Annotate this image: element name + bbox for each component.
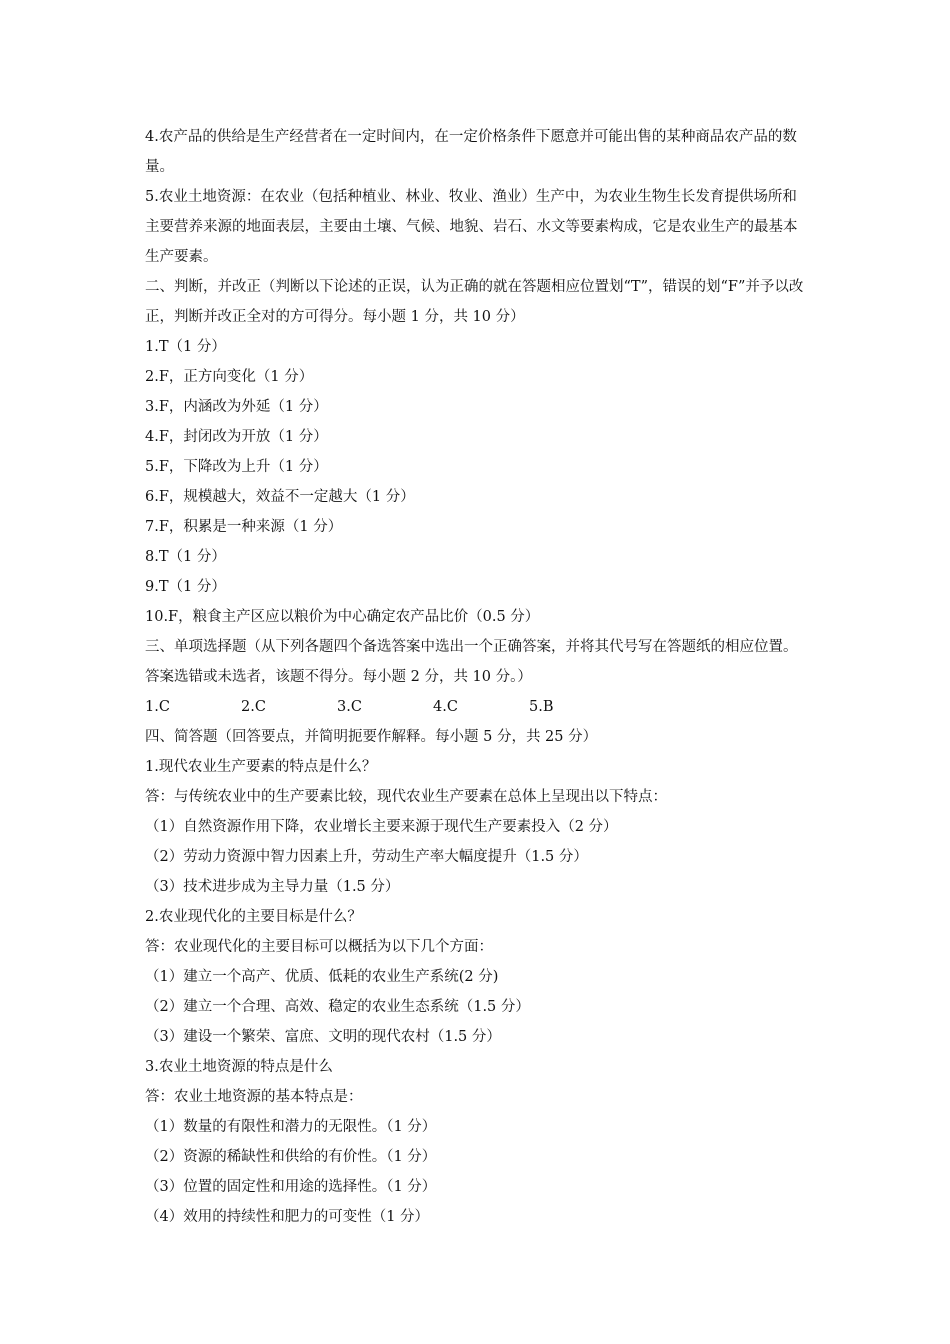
judgment-answer: 5.F，下降改为上升（1 分）	[145, 459, 328, 475]
choice-answer: 5.B	[529, 699, 554, 715]
answer-point: （3）位置的固定性和用途的选择性。（1 分）	[145, 1179, 437, 1195]
section-4-heading: 四、简答题（回答要点，并简明扼要作解释。每小题 5 分，共 25 分）	[145, 729, 598, 745]
choice-answer: 1.C	[145, 699, 170, 715]
answer-3-intro: 答：农业土地资源的基本特点是：	[145, 1089, 363, 1105]
answer-point: （2）资源的稀缺性和供给的有价性。（1 分）	[145, 1149, 437, 1165]
answer-point: （3）技术进步成为主导力量（1.5 分）	[145, 879, 400, 895]
section-3-heading: 三、单项选择题（从下列各题四个备选答案中选出一个正确答案，并将其代号写在答题纸的相应位置。答案选错或未选者，该题不得分。每小题 2 分，共 10 分。）	[145, 639, 798, 685]
definition-item-4: 4.农产品的供给是生产经营者在一定时间内，在一定价格条件下愿意并可能出售的某种商品农产品的数量。	[145, 129, 797, 175]
judgment-answer: 10.F，粮食主产区应以粮价为中心确定农产品比价（0.5 分）	[145, 609, 540, 625]
answer-point: （4）效用的持续性和肥力的可变性（1 分）	[145, 1209, 430, 1225]
judgment-answer: 8.T（1 分）	[145, 549, 226, 565]
definition-item-5: 5.农业土地资源：在农业（包括种植业、林业、牧业、渔业）生产中，为农业生物生长发育提供场所和主要营养来源的地面表层，主要由土壤、气候、地貌、岩石、水文等要素构成，它是农业生产的最基本生产要素。	[145, 189, 798, 265]
judgment-answer: 2.F，正方向变化（1 分）	[145, 369, 314, 385]
judgment-answer: 3.F，内涵改为外延（1 分）	[145, 399, 328, 415]
answer-point: （3）建设一个繁荣、富庶、文明的现代农村（1.5 分）	[145, 1029, 501, 1045]
answer-key-content	[145, 122, 810, 1232]
choice-answer: 4.C	[433, 699, 458, 715]
question-1: 1.现代农业生产要素的特点是什么？	[145, 759, 377, 775]
question-3: 3.农业土地资源的特点是什么	[145, 1059, 333, 1075]
answer-1-intro: 答：与传统农业中的生产要素比较，现代农业生产要素在总体上呈现出以下特点：	[145, 789, 667, 805]
section-2-heading: 二、判断，并改正（判断以下论述的正误，认为正确的就在答题相应位置划“T”，错误的划“F”并予以改正，判断并改正全对的方可得分。每小题 1 分，共 10 分）	[145, 279, 804, 325]
answer-point: （2）劳动力资源中智力因素上升，劳动生产率大幅度提升（1.5 分）	[145, 849, 588, 865]
answer-point: （1）数量的有限性和潜力的无限性。（1 分）	[145, 1119, 437, 1135]
judgment-answer: 4.F，封闭改为开放（1 分）	[145, 429, 328, 445]
choice-answer: 2.C	[241, 699, 266, 715]
answer-point: （1）自然资源作用下降，农业增长主要来源于现代生产要素投入（2 分）	[145, 819, 618, 835]
answer-2-intro: 答：农业现代化的主要目标可以概括为以下几个方面：	[145, 939, 493, 955]
judgment-answer: 6.F，规模越大，效益不一定越大（1 分）	[145, 489, 415, 505]
choice-answers-row	[145, 692, 810, 722]
question-2: 2.农业现代化的主要目标是什么？	[145, 909, 362, 925]
answer-point: （1）建立一个高产、优质、低耗的农业生产系统(2 分)	[145, 969, 499, 985]
choice-answer: 3.C	[337, 699, 362, 715]
judgment-answer: 7.F，积累是一种来源（1 分）	[145, 519, 343, 535]
judgment-answer: 9.T（1 分）	[145, 579, 226, 595]
judgment-answer: 1.T（1 分）	[145, 339, 226, 355]
answer-point: （2）建立一个合理、高效、稳定的农业生态系统（1.5 分）	[145, 999, 530, 1015]
